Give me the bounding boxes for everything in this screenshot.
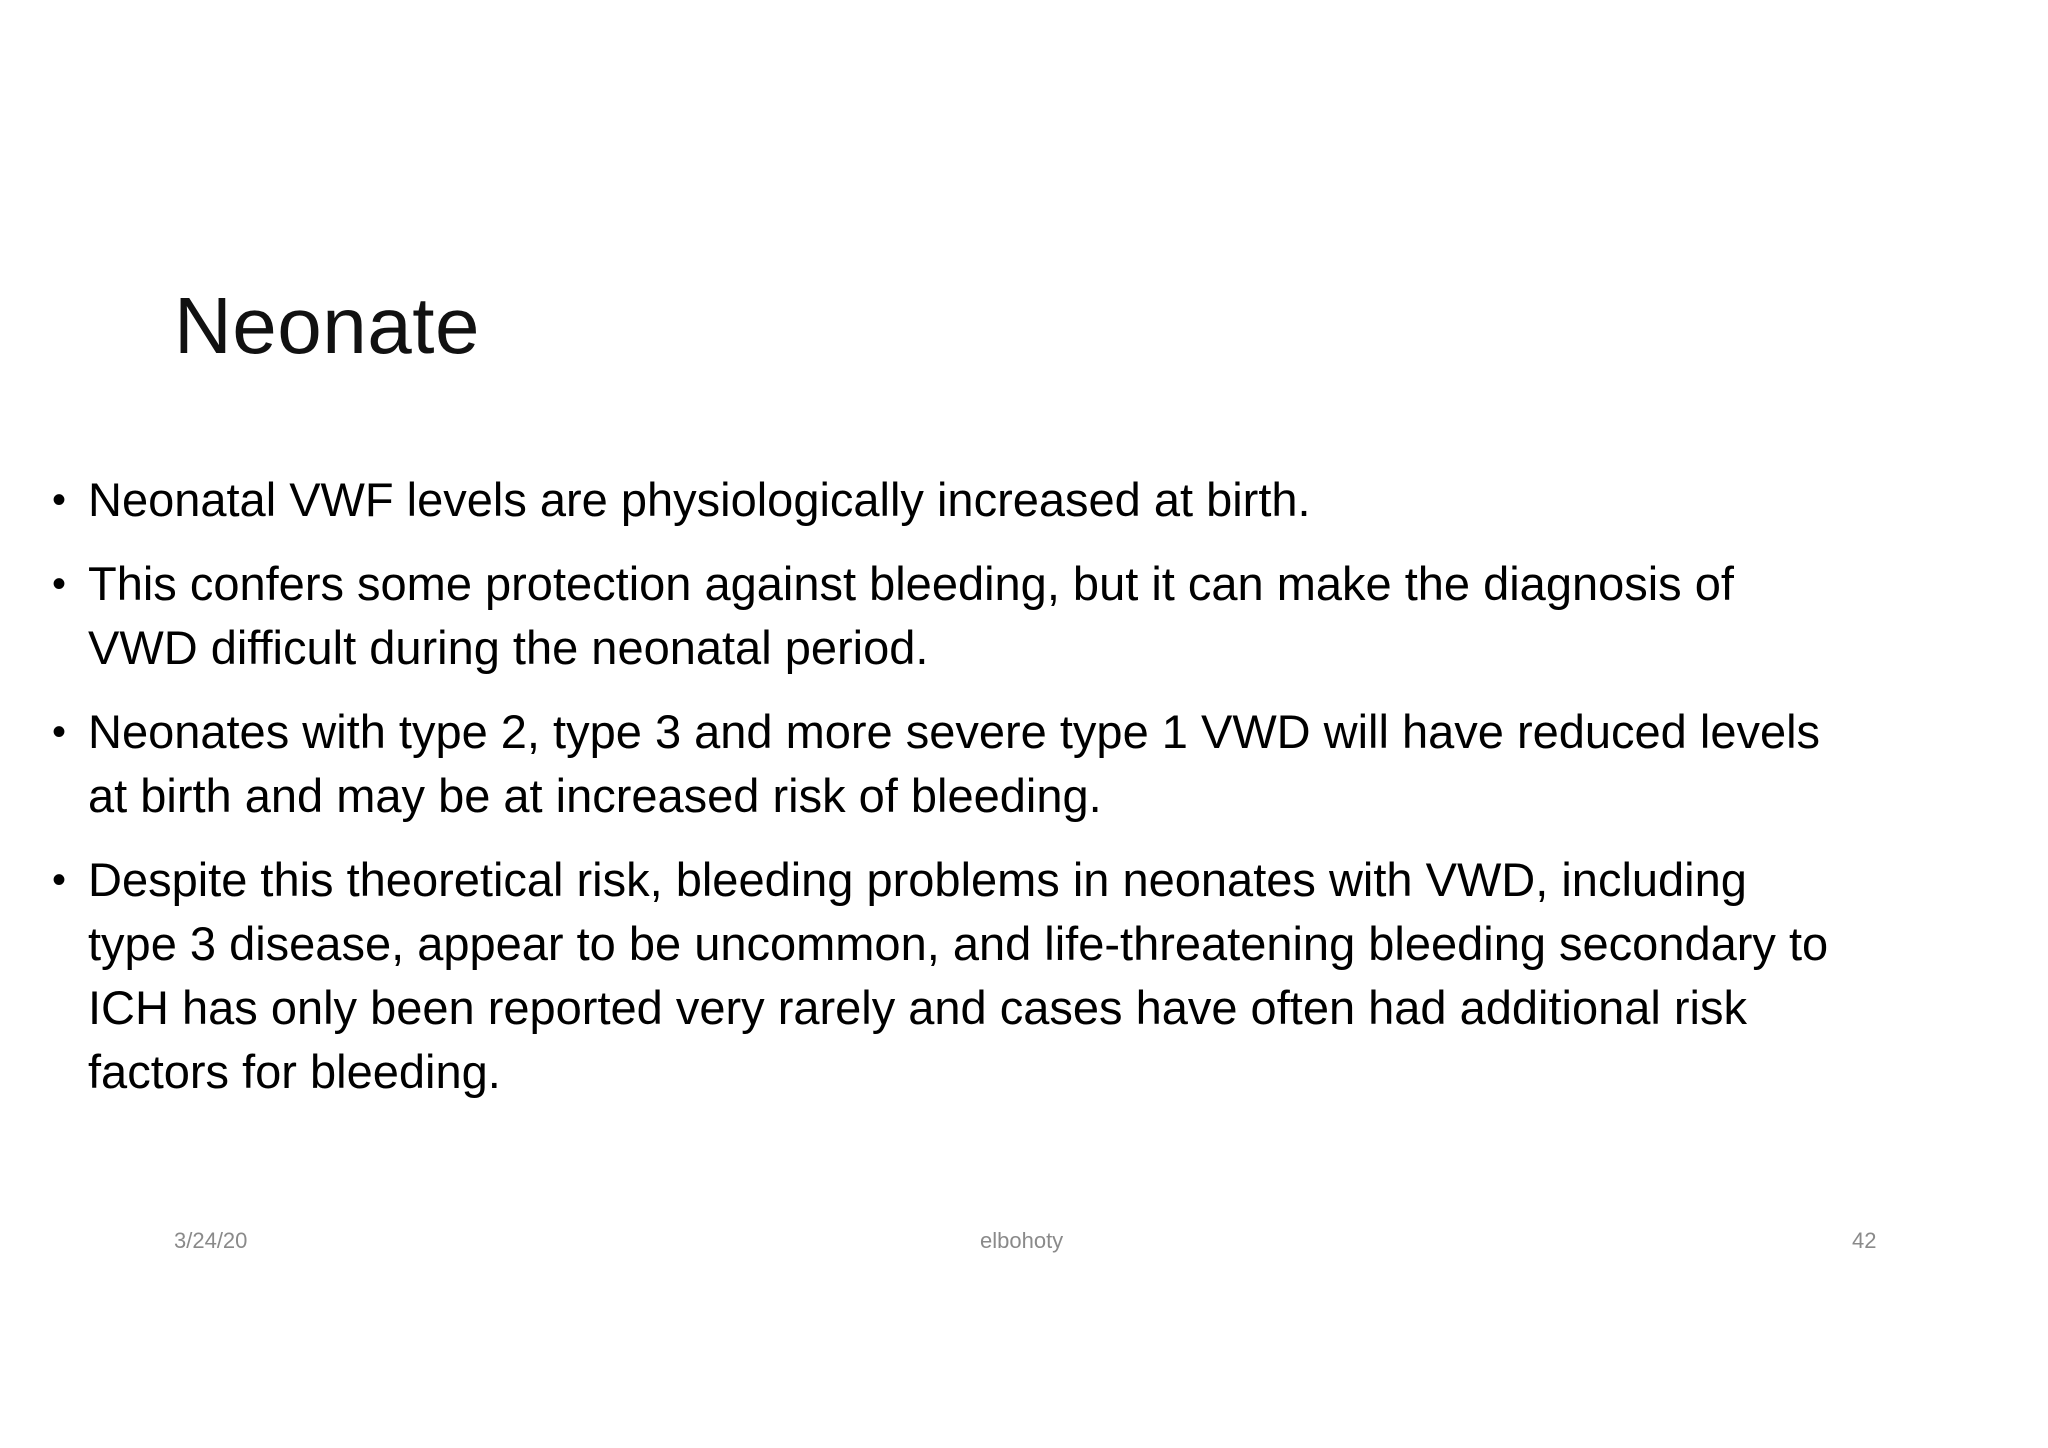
bullet-marker: • <box>52 710 67 754</box>
bullet-marker: • <box>52 562 67 606</box>
bullet-item <box>52 552 1832 680</box>
bullet-item <box>52 468 1832 532</box>
bullet-marker: • <box>52 858 67 902</box>
bullet-marker: • <box>52 478 67 522</box>
footer-author: elbohoty <box>980 1228 1064 1253</box>
bullet-text: This confers some protection against bleeding, but it can make the diagnosis of VWD difficult during the neonatal period. <box>88 557 1734 674</box>
bullet-list <box>52 468 1832 1124</box>
footer-page-number: 42 <box>1852 1228 1877 1253</box>
bullet-item <box>52 848 1832 1104</box>
bullet-item <box>52 700 1832 828</box>
bullet-text: Despite this theoretical risk, bleeding problems in neonates with VWD, including type 3 disease, appear to be uncommon, and life-threatening bleeding secondary to ICH has only been reported very rarely and cases have often had additional risk factors for bleeding. <box>88 853 1829 1098</box>
slide-title: Neonate <box>174 281 480 370</box>
bullet-text: Neonatal VWF levels are physiologically increased at birth. <box>88 473 1311 526</box>
bullet-text: Neonates with type 2, type 3 and more severe type 1 VWD will have reduced levels at birth and may be at increased risk of bleeding. <box>88 705 1821 822</box>
footer-date: 3/24/20 <box>174 1228 248 1253</box>
